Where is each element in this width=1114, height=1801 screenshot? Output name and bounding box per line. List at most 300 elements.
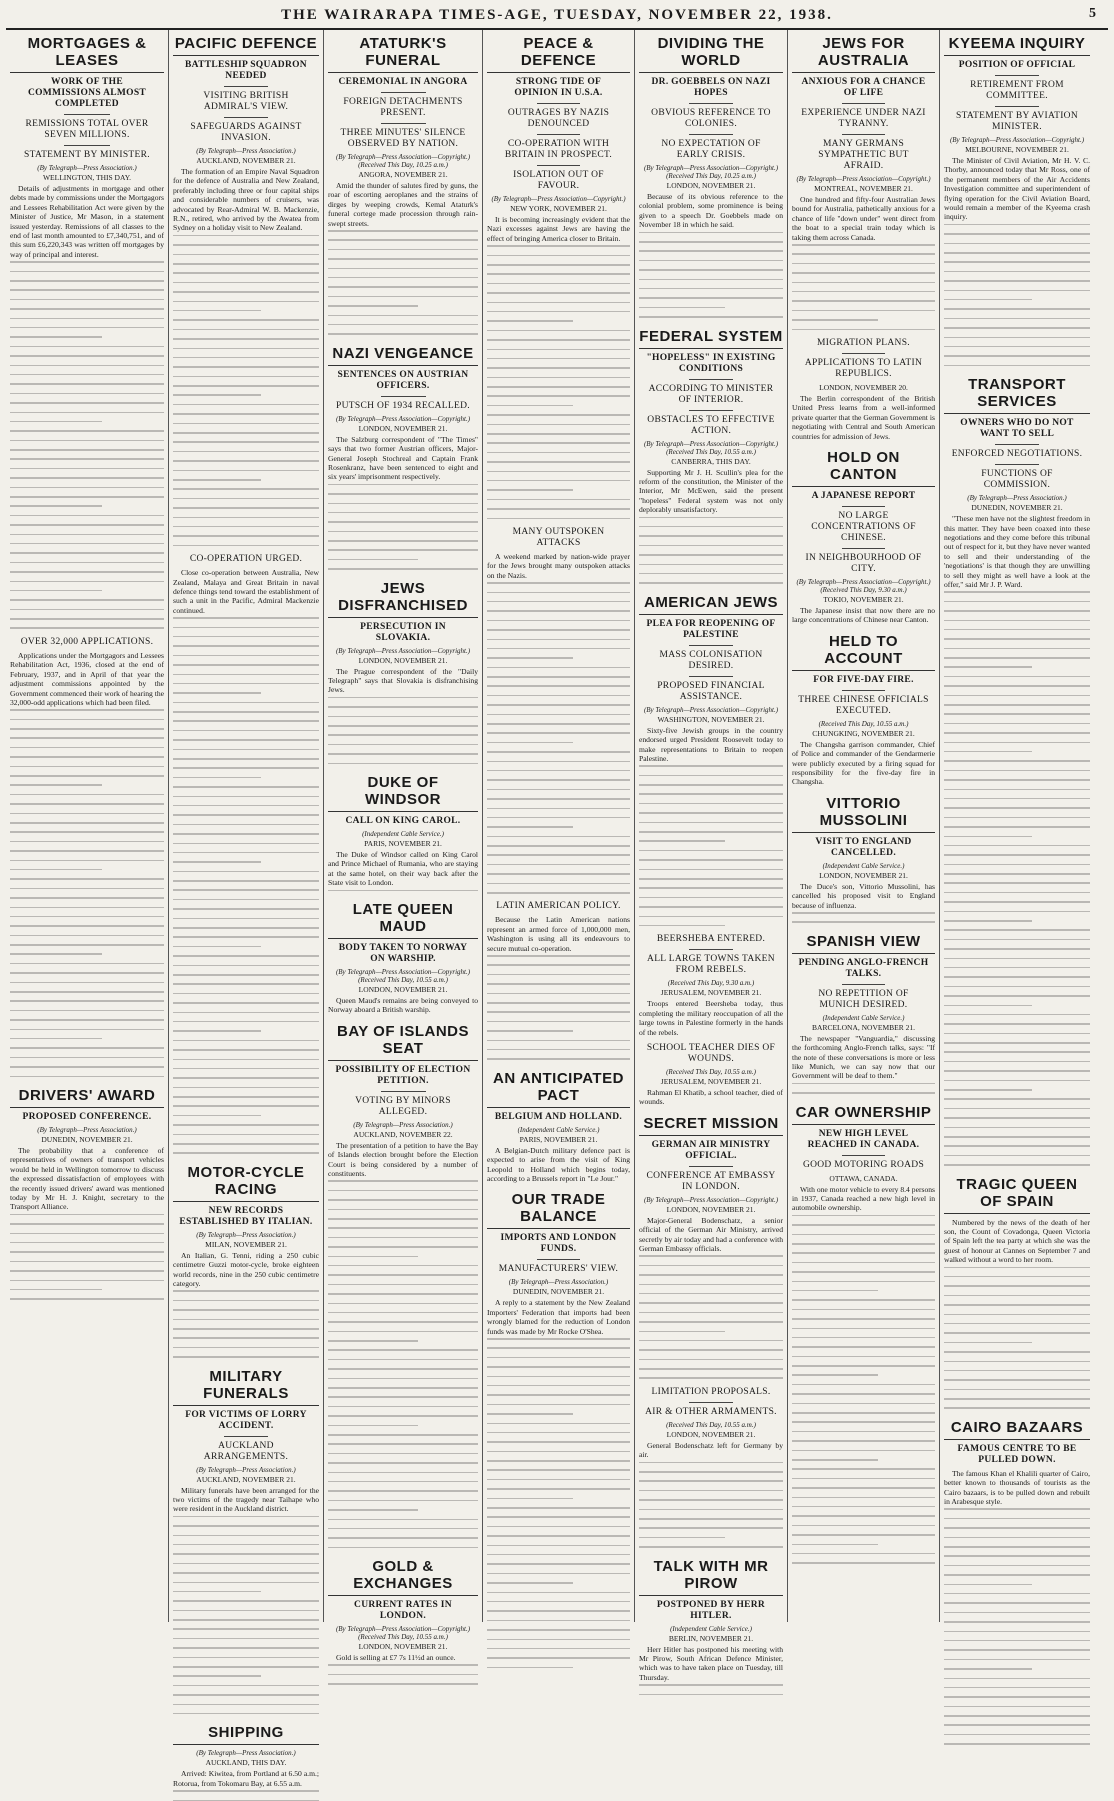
story-subhead: VISITING BRITISH ADMIRAL'S VIEW. bbox=[203, 91, 289, 112]
story-body: The Changsha garrison commander, Chief of Police and commander of the Gendarmerie were publicly executed by a firing squad for responsibility for the five-day fire in Changsha. bbox=[792, 739, 935, 787]
news-story bbox=[639, 1113, 783, 1379]
news-story bbox=[173, 33, 319, 546]
subhead-divider bbox=[537, 1259, 580, 1260]
story-headline: NAZI VENGEANCE bbox=[328, 343, 478, 366]
story-subhead: LATIN AMERICAN POLICY. bbox=[496, 901, 621, 912]
story-dateline: LONDON, NOVEMBER 21. bbox=[666, 181, 756, 190]
story-headline: KYEEMA INQUIRY bbox=[944, 33, 1090, 56]
subhead-divider bbox=[537, 134, 580, 135]
story-byline: (By Telegraph—Press Association.) bbox=[37, 164, 137, 172]
story-byline: (By Telegraph—Press Association—Copyright.) bbox=[949, 136, 1085, 144]
story-subhead: MIGRATION PLANS. bbox=[817, 337, 910, 348]
story-body: Herr Hitler has postponed his meeting with Mr Pirow, South African Defence Minister, which was to have taken place on Tuesday, till Thursday. bbox=[639, 1644, 783, 1682]
story-body: The probability that a conference of representatives of owners of transport vehicles would be held in Wellington tomorrow to discuss the expressed dissatisfaction of employees with the recently issued drivers' award was mentioned today by Mr H. J. Knight, secretary to the Transport Alliance. bbox=[10, 1145, 164, 1212]
subhead-divider bbox=[537, 103, 580, 104]
story-body: A Belgian-Dutch military defence pact is expected to arise from the visit of King Leopold to Holland which begins today, according to a Brussels report in "Le Jour." bbox=[487, 1145, 630, 1183]
story-dateline: DUNEDIN, NOVEMBER 21. bbox=[512, 1287, 605, 1297]
story-subhead: PERSECUTION IN SLOVAKIA. bbox=[360, 621, 446, 643]
story-subhead: ALL LARGE TOWNS TAKEN FROM REBELS. bbox=[647, 954, 775, 976]
story-dateline: JERUSALEM, NOVEMBER 21. bbox=[660, 988, 762, 998]
story-subhead: NO REPETITION OF MUNICH DESIRED. bbox=[818, 988, 909, 1010]
story-subhead: PROPOSED CONFERENCE. bbox=[22, 1111, 152, 1122]
story-subhead: IMPORTS AND LONDON FUNDS. bbox=[500, 1233, 617, 1255]
story-byline: (By Telegraph—Press Association—Copyright.) (Received This Day, 9.30 a.m.) bbox=[796, 577, 931, 594]
story-subhead: CO-OPERATION WITH BRITAIN IN PROSPECT. bbox=[504, 139, 613, 160]
story-body: An Italian, G. Tenni, riding a 250 cubic centimetre Guzzi motor-cycle, broke eighteen world records, nine in the 250 cubic centimetre category. bbox=[173, 1250, 319, 1289]
body-text-lines bbox=[328, 230, 478, 335]
news-story bbox=[792, 631, 935, 787]
story-dateline: LONDON, NOVEMBER 21. bbox=[358, 423, 448, 433]
story-subhead: FOR FIVE-DAY FIRE. bbox=[813, 674, 914, 685]
subhead-divider bbox=[224, 86, 268, 87]
story-body: The Prague correspondent of the "Daily Telegraph" says that Slovakia is disfranchising Jews. bbox=[328, 666, 478, 695]
story-subhead: FOREIGN DETACHMENTS PRESENT. bbox=[343, 97, 463, 118]
story-subhead: SAFEGUARDS AGAINST INVASION. bbox=[190, 122, 302, 143]
story-subhead: ANXIOUS FOR A CHANCE OF LIFE bbox=[801, 77, 926, 98]
story-body: Supporting Mr J. H. Scullin's plea for the reform of the constitution, the Minister of the Interior, Mr McEwen, said the present "hopeless" Federal system was not only deplorably unsatisfactory. bbox=[639, 467, 783, 515]
story-dateline: WASHINGTON, NOVEMBER 21. bbox=[657, 714, 765, 724]
subhead-divider bbox=[381, 396, 426, 397]
story-byline: (By Telegraph—Press Association.) bbox=[353, 1120, 453, 1129]
story-subhead: VISIT TO ENGLAND CANCELLED. bbox=[815, 836, 912, 858]
news-story bbox=[944, 33, 1090, 366]
subhead-divider bbox=[995, 444, 1039, 445]
story-subhead: PROPOSED FINANCIAL ASSISTANCE. bbox=[657, 680, 765, 702]
story-body: A reply to a statement by the New Zealand Importers' Federation that imports had been wrongly blamed for the reduction of London funds was made by Mr Rocke O'Shea. bbox=[487, 1298, 630, 1336]
story-byline: (By Telegraph—Press Association—Copyright.) bbox=[796, 175, 931, 183]
story-subhead: PUTSCH OF 1934 RECALLED. bbox=[336, 400, 470, 411]
subhead-divider bbox=[381, 1091, 426, 1092]
story-subhead: BELGIUM AND HOLLAND. bbox=[494, 1111, 623, 1122]
subhead-divider bbox=[842, 1155, 885, 1156]
story-headline: CAR OWNERSHIP bbox=[792, 1102, 935, 1125]
news-story bbox=[328, 772, 478, 891]
subhead-divider bbox=[842, 103, 885, 104]
story-headline: DIVIDING THE WORLD bbox=[639, 33, 783, 73]
news-story bbox=[639, 1556, 783, 1696]
story-subhead: CURRENT RATES IN LONDON. bbox=[354, 1600, 452, 1622]
story-subhead: DR. GOEBBELS ON NAZI HOPES bbox=[651, 77, 771, 98]
story-headline: TRANSPORT SERVICES bbox=[944, 374, 1090, 414]
columns-container bbox=[6, 30, 1108, 1788]
story-byline: (Independent Cable Service.) bbox=[362, 830, 444, 838]
story-dateline: AUCKLAND, THIS DAY. bbox=[205, 1758, 287, 1768]
story-byline: (By Telegraph—Press Association—Copyright.) bbox=[335, 646, 471, 655]
news-story bbox=[10, 1085, 164, 1300]
body-text-lines bbox=[328, 484, 478, 570]
news-story bbox=[792, 338, 935, 441]
story-subhead: OWNERS WHO DO NOT WANT TO SELL bbox=[960, 418, 1074, 440]
story-dateline: MELBOURNE, NOVEMBER 21. bbox=[965, 145, 1069, 154]
story-body: A weekend marked by nation-wide prayer for the Jews brought many outspoken attacks on the Nazis. bbox=[487, 551, 630, 580]
news-story bbox=[487, 1068, 630, 1184]
story-subhead: PENDING ANGLO-FRENCH TALKS. bbox=[798, 957, 929, 979]
story-headline: AMERICAN JEWS bbox=[639, 592, 783, 615]
story-subhead: IN NEIGHBOURHOOD OF CITY. bbox=[805, 552, 922, 574]
body-text-lines bbox=[328, 697, 478, 764]
story-subhead: MANY GERMANS SYMPATHETIC BUT AFRAID. bbox=[818, 139, 909, 171]
story-dateline: WELLINGTON, THIS DAY. bbox=[42, 173, 132, 182]
news-story bbox=[487, 527, 630, 894]
story-subhead: ACCORDING TO MINISTER OF INTERIOR. bbox=[648, 383, 774, 405]
story-subhead: VOTING BY MINORS ALLEGED. bbox=[355, 1095, 451, 1117]
story-subhead: POSITION OF OFFICIAL bbox=[958, 60, 1076, 70]
column-2 bbox=[169, 30, 324, 1788]
news-story bbox=[173, 1722, 319, 1801]
story-dateline: LONDON, NOVEMBER 21. bbox=[666, 1204, 756, 1214]
story-subhead: FAMOUS CENTRE TO BE PULLED DOWN. bbox=[957, 1443, 1077, 1465]
story-subhead: BODY TAKEN TO NORWAY ON WARSHIP. bbox=[338, 943, 468, 965]
story-body: Applications under the Mortgagors and Lessees Rehabilitation Act, 1936, closed at the end of February, 1937, and in April of that year the adjustment commissions appointed by the Government commenced their work of hearing the 32,000-odd applications which had been filed. bbox=[10, 650, 164, 707]
story-headline: AN ANTICIPATED PACT bbox=[487, 1068, 630, 1108]
story-headline: PEACE & DEFENCE bbox=[487, 33, 630, 73]
story-byline: (By Telegraph—Press Association.) bbox=[37, 1125, 137, 1134]
story-subhead: AUCKLAND ARRANGEMENTS. bbox=[203, 1440, 289, 1462]
news-story bbox=[639, 33, 783, 318]
subhead-divider bbox=[689, 645, 732, 646]
story-body: Sixty-five Jewish groups in the country endorsed urged President Roosevelt today to make representations to Britain to reopen Palestine. bbox=[639, 725, 783, 763]
story-subhead: A JAPANESE REPORT bbox=[811, 490, 916, 501]
story-subhead: POSSIBILITY OF ELECTION PETITION. bbox=[335, 1064, 471, 1086]
story-dateline: NEW YORK, NOVEMBER 21. bbox=[510, 204, 607, 213]
story-dateline: OTTAWA, CANADA. bbox=[829, 1173, 898, 1183]
story-headline: DRIVERS' AWARD bbox=[10, 1085, 164, 1108]
story-dateline: LONDON, NOVEMBER 21. bbox=[666, 1429, 756, 1439]
story-dateline: LONDON, NOVEMBER 21. bbox=[358, 655, 448, 665]
story-byline: (By Telegraph—Press Association—Copyright.) (Received This Day, 10.55 a.m.) bbox=[335, 1625, 471, 1642]
body-text-lines bbox=[328, 890, 478, 892]
story-dateline: BERLIN, NOVEMBER 21. bbox=[668, 1633, 754, 1643]
news-story bbox=[10, 637, 164, 1077]
story-subhead: MANY OUTSPOKEN ATTACKS bbox=[512, 526, 605, 548]
subhead-divider bbox=[842, 353, 885, 354]
news-story bbox=[328, 1556, 478, 1685]
body-text-lines bbox=[10, 261, 164, 629]
story-dateline: BARCELONA, NOVEMBER 21. bbox=[812, 1022, 915, 1032]
story-subhead: POSTPONED BY HERR HITLER. bbox=[656, 1599, 766, 1621]
subhead-divider bbox=[64, 145, 110, 146]
story-body: Arrived: Kiwitea, from Portland at 6.50 a.m.; Rotorua, from Tokomaru Bay, at 6.55 a.m. bbox=[173, 1769, 319, 1788]
story-byline: (Received This Day, 9.30 a.m.) bbox=[667, 979, 755, 988]
story-subhead: CONFERENCE AT EMBASSY IN LONDON. bbox=[646, 1170, 776, 1192]
body-text-lines bbox=[487, 245, 630, 519]
news-story bbox=[792, 1102, 935, 1564]
story-byline: (By Telegraph—Press Association.) bbox=[196, 147, 296, 155]
story-headline: LATE QUEEN MAUD bbox=[328, 899, 478, 939]
story-byline: (By Telegraph—Press Association.) bbox=[967, 494, 1067, 503]
story-subhead: SCHOOL TEACHER DIES OF WOUNDS. bbox=[646, 1042, 776, 1064]
story-subhead: REMISSIONS TOTAL OVER SEVEN MILLIONS. bbox=[25, 119, 149, 140]
story-subhead: FOR VICTIMS OF LORRY ACCIDENT. bbox=[185, 1409, 307, 1431]
news-story bbox=[639, 1387, 783, 1548]
body-text-lines bbox=[792, 912, 935, 923]
story-subhead: CALL ON KING CAROL. bbox=[345, 816, 461, 826]
story-dateline: LONDON, NOVEMBER 21. bbox=[358, 985, 448, 995]
subhead-divider bbox=[689, 410, 732, 411]
column-1 bbox=[6, 30, 169, 1622]
body-text-lines bbox=[328, 1180, 478, 1548]
subhead-divider bbox=[689, 103, 732, 104]
story-subhead: OBSTACLES TO EFFECTIVE ACTION. bbox=[647, 414, 775, 436]
story-body: Major-General Bodenschatz, a senior official of the German Air Ministry, arrived secretly by air today and had a conference with German Embassy officials. bbox=[639, 1215, 783, 1253]
column-3 bbox=[324, 30, 483, 1663]
story-byline: (By Telegraph—Press Association—Copyright.) bbox=[335, 414, 471, 423]
subhead-divider bbox=[995, 464, 1039, 465]
story-body: General Bodenschatz left for Germany by air. bbox=[639, 1440, 783, 1460]
story-headline: VITTORIO MUSSOLINI bbox=[792, 793, 935, 833]
story-subhead: STATEMENT BY MINISTER. bbox=[24, 150, 150, 160]
story-byline: (Independent Cable Service.) bbox=[822, 861, 905, 870]
story-body: The Salzburg correspondent of "The Times" says that two former Austrian officers, Major-General Joseph Stochreal and Captain Frank Rosenkranz, have been sentenced to eight and six years' imprisonment respectively. bbox=[328, 434, 478, 482]
story-dateline: AUCKLAND, NOVEMBER 21. bbox=[196, 1474, 296, 1484]
story-headline: CAIRO BAZAARS bbox=[944, 1417, 1090, 1440]
subhead-divider bbox=[842, 548, 885, 549]
subhead-divider bbox=[842, 506, 885, 507]
column-6 bbox=[788, 30, 940, 1622]
subhead-divider bbox=[224, 1436, 268, 1437]
masthead-title: THE WAIRARAPA TIMES-AGE, TUESDAY, NOVEMBER 22, 1938. bbox=[281, 7, 833, 23]
story-body: The Duke of Windsor called on King Carol and Prince Michael of Rumania, who are staying at the same hotel, on their way back after the State visit to London. bbox=[328, 850, 478, 888]
story-byline: (Independent Cable Service.) bbox=[822, 1013, 905, 1022]
story-dateline: MONTREAL, NOVEMBER 21. bbox=[814, 184, 913, 193]
column-7 bbox=[940, 30, 1094, 1622]
story-subhead: OUTRAGES BY NAZIS DENOUNCED bbox=[507, 108, 610, 129]
news-story bbox=[639, 326, 783, 584]
story-body: The Berlin correspondent of the British United Press learns from a well-informed private quarter that the German Government is negotiating with Central and South American countries for admission of Jews. bbox=[792, 393, 935, 441]
news-story bbox=[639, 592, 783, 927]
news-story bbox=[639, 934, 783, 1037]
body-text-lines bbox=[173, 1790, 319, 1801]
story-body: Military funerals have been arranged for the two victims of the tragedy near Taihape who were resident in the Auckland district. bbox=[173, 1485, 319, 1514]
story-subhead: GERMAN AIR MINISTRY OFFICIAL. bbox=[651, 1139, 771, 1161]
news-story bbox=[173, 554, 319, 1154]
story-headline: MOTOR-CYCLE RACING bbox=[173, 1162, 319, 1202]
story-subhead: EXPERIENCE UNDER NAZI TYRANNY. bbox=[801, 108, 926, 129]
news-story bbox=[328, 899, 478, 1015]
story-byline: (By Telegraph—Press Association—Copyright.) (Received This Day, 10.25 a.m.) bbox=[643, 164, 779, 180]
story-dateline: CANBERRA, THIS DAY. bbox=[671, 456, 751, 466]
news-story bbox=[792, 931, 935, 1094]
story-headline: GOLD & EXCHANGES bbox=[328, 1556, 478, 1596]
body-text-lines bbox=[639, 232, 783, 318]
story-headline: DUKE OF WINDSOR bbox=[328, 772, 478, 812]
story-body: Queen Maud's remains are being conveyed to Norway aboard a British warship. bbox=[328, 996, 478, 1015]
story-subhead: "HOPELESS" IN EXISTING CONDITIONS bbox=[646, 352, 776, 374]
story-subhead: NO EXPECTATION OF EARLY CRISIS. bbox=[661, 139, 761, 160]
news-story bbox=[328, 578, 478, 764]
news-story bbox=[639, 1043, 783, 1107]
story-dateline: DUNEDIN, NOVEMBER 21. bbox=[41, 1134, 133, 1144]
subhead-divider bbox=[64, 114, 110, 115]
news-story bbox=[487, 901, 630, 1059]
news-story bbox=[487, 33, 630, 519]
story-body: The presentation of a petition to have the Bay of Islands election brought before the Election Court is being considered by a number of constituents. bbox=[328, 1140, 478, 1179]
story-subhead: PLEA FOR REOPENING OF PALESTINE bbox=[646, 618, 776, 640]
subhead-divider bbox=[995, 75, 1039, 76]
story-subhead: ISOLATION OUT OF FAVOUR. bbox=[513, 170, 604, 191]
body-text-lines bbox=[639, 765, 783, 926]
story-headline: JEWS DISFRANCHISED bbox=[328, 578, 478, 618]
news-story bbox=[944, 1174, 1090, 1409]
column-4 bbox=[483, 30, 635, 1622]
story-body: Details of adjustments in mortgage and other debts made by commissions under the Mortgagors and Lessees Rehabilitation Act were given by the Minister of Justice, Mr Mason, in a statement issued yesterday. Remissions of all classes to the end of last month amounted to £7,340,751, and of this sum £6,220,343 was written off mortgages by way of principal and interest. bbox=[10, 184, 164, 259]
subhead-divider bbox=[381, 92, 426, 93]
subhead-divider bbox=[224, 117, 268, 118]
news-story bbox=[328, 33, 478, 335]
story-body: The Minister of Civil Aviation, Mr H. V. C. Thorby, announced today that Mr Ross, one of the permanent members of the Air Accidents Investigation committee and superintendent of flying operation for the Civil Aviation Board, would remain a member of the Kyeema crash inquiry. bbox=[944, 156, 1090, 222]
subhead-divider bbox=[689, 379, 732, 380]
news-story bbox=[792, 793, 935, 923]
body-text-lines bbox=[944, 224, 1090, 366]
story-byline: (By Telegraph—Press Association—Copyright.) bbox=[643, 1195, 779, 1204]
body-text-lines bbox=[487, 1338, 630, 1668]
story-byline: (By Telegraph—Press Association—Copyright.) bbox=[491, 195, 626, 203]
news-story bbox=[328, 343, 478, 570]
story-byline: (Received This Day, 10.55 a.m.) bbox=[818, 719, 909, 728]
story-dateline: AUCKLAND, NOVEMBER 22. bbox=[353, 1129, 453, 1139]
story-dateline: LONDON, NOVEMBER 21. bbox=[819, 870, 908, 880]
story-subhead: LIMITATION PROPOSALS. bbox=[651, 1386, 771, 1397]
story-subhead: NEW HIGH LEVEL REACHED IN CANADA. bbox=[807, 1128, 920, 1150]
story-byline: (By Telegraph—Press Association.) bbox=[196, 1230, 296, 1239]
story-subhead: SENTENCES ON AUSTRIAN OFFICERS. bbox=[337, 369, 469, 391]
story-headline: SECRET MISSION bbox=[639, 1113, 783, 1136]
subhead-divider bbox=[842, 984, 885, 985]
story-byline: (By Telegraph—Press Association.) bbox=[196, 1749, 296, 1758]
story-headline: ATATURK'S FUNERAL bbox=[328, 33, 478, 73]
story-subhead: BATTLESHIP SQUADRON NEEDED bbox=[185, 60, 307, 81]
news-story bbox=[328, 1021, 478, 1548]
body-text-lines bbox=[10, 1214, 164, 1300]
story-body: Because of its obvious reference to the colonial problem, some prominence is being given to a speech Dr. Goebbels made on November 18 in which he said. bbox=[639, 192, 783, 230]
story-byline: (By Telegraph—Press Association—Copyright.) (Received This Day, 10.55 a.m.) bbox=[335, 968, 471, 985]
story-subhead: NO LARGE CONCENTRATIONS OF CHINESE. bbox=[811, 510, 916, 543]
subhead-divider bbox=[689, 676, 732, 677]
body-text-lines bbox=[639, 1684, 783, 1695]
story-dateline: LONDON, NOVEMBER 21. bbox=[358, 1642, 448, 1652]
story-body: Rahman El Khatib, a school teacher, died of wounds. bbox=[639, 1087, 783, 1107]
story-headline: TRAGIC QUEEN OF SPAIN bbox=[944, 1174, 1090, 1214]
story-dateline: AUCKLAND, NOVEMBER 21. bbox=[196, 156, 296, 165]
story-byline: (By Telegraph—Press Association.) bbox=[508, 1278, 609, 1287]
story-dateline: PARIS, NOVEMBER 21. bbox=[364, 839, 442, 848]
story-body: It is becoming increasingly evident that the Nazi excesses against Jews are having the effect of bringing America closer to Britain. bbox=[487, 215, 630, 243]
story-subhead: MASS COLONISATION DESIRED. bbox=[659, 649, 763, 671]
story-subhead: BEERSHEBA ENTERED. bbox=[656, 934, 766, 945]
story-headline: BAY OF ISLANDS SEAT bbox=[328, 1021, 478, 1061]
story-byline: (Received This Day, 10.55 a.m.) bbox=[666, 1067, 756, 1076]
body-text-lines bbox=[173, 617, 319, 1154]
story-headline: SHIPPING bbox=[173, 1722, 319, 1745]
story-body: With one motor vehicle to every 8.4 persons in 1937, Canada reached a new high level in automobile ownership. bbox=[792, 1184, 935, 1213]
story-subhead: THREE CHINESE OFFICIALS EXECUTED. bbox=[798, 694, 929, 716]
body-text-lines bbox=[639, 1462, 783, 1548]
story-subhead: THREE MINUTES' SILENCE OBSERVED BY NATION. bbox=[340, 128, 466, 149]
story-headline: HELD TO ACCOUNT bbox=[792, 631, 935, 671]
story-body: One hundred and fifty-four Australian Jews bound for Australia, pathetically anxious for a chance of life "down under" went direct from the boat to a special train today which is taking them across Canada. bbox=[792, 195, 935, 242]
body-text-lines bbox=[639, 1255, 783, 1379]
story-subhead: STATEMENT BY AVIATION MINISTER. bbox=[955, 111, 1078, 132]
story-subhead: GOOD MOTORING ROADS bbox=[802, 1159, 925, 1170]
story-byline: (By Telegraph—Press Association—Copyright.) (Received This Day, 10.25 a.m.) bbox=[335, 153, 471, 169]
story-subhead: STRONG TIDE OF OPINION IN U.S.A. bbox=[514, 77, 603, 98]
body-text-lines bbox=[328, 1664, 478, 1684]
story-dateline: MILAN, NOVEMBER 21. bbox=[205, 1239, 287, 1249]
masthead bbox=[6, 4, 1108, 26]
story-body: The formation of an Empire Naval Squadron for the defence of Australia and New Zealand, preferably including three or four capital ships and considerable numbers of cruisers, was advocated by Rear-Admiral W. B. Mackenzie, R.N., retired, who arrived by the Awatea from Sydney on a holiday visit to New Zealand. bbox=[173, 167, 319, 233]
story-dateline: DUNEDIN, NOVEMBER 21. bbox=[971, 503, 1063, 513]
subhead-divider bbox=[537, 165, 580, 166]
subhead-divider bbox=[842, 690, 885, 691]
story-subhead: CO-OPERATION URGED. bbox=[189, 554, 303, 565]
subhead-divider bbox=[995, 106, 1039, 107]
body-text-lines bbox=[944, 591, 1090, 1165]
story-body: Because the Latin American nations represent an armed force of 1,000,000 men, Washington is using all its endeavours to secure mutual co-operation. bbox=[487, 915, 630, 953]
news-story bbox=[792, 447, 935, 625]
story-subhead: RETIREMENT FROM COMMITTEE. bbox=[970, 80, 1064, 101]
story-subhead: MANUFACTURERS' VIEW. bbox=[498, 1264, 619, 1275]
story-body: The newspaper "Vanguardia," discussing the forthcoming Anglo-French talks, says: "If the note of these conversations is more or less like Munich, we can say now that our Government will be deaf to them." bbox=[792, 1033, 935, 1081]
body-text-lines bbox=[944, 1267, 1090, 1409]
column-5 bbox=[635, 30, 788, 1682]
story-subhead: WORK OF THE COMMISSIONS ALMOST COMPLETED bbox=[27, 77, 147, 109]
body-text-lines bbox=[10, 709, 164, 1077]
story-body: The Japanese insist that now there are no large concentrations of Chinese near Canton. bbox=[792, 605, 935, 625]
story-body: Gold is selling at £7 7s 11½d an ounce. bbox=[336, 1653, 456, 1663]
story-body: Amid the thunder of salutes fired by guns, the roar of escorting aeroplanes and the strains of dirges by weeping crowds, Kemal Ataturk's funeral cortege made procession through rain-swept streets. bbox=[328, 181, 478, 228]
body-text-lines bbox=[944, 1508, 1090, 1744]
story-headline: FEDERAL SYSTEM bbox=[639, 326, 783, 349]
story-byline: (By Telegraph—Press Association—Copyright.) (Received This Day, 10.55 a.m.) bbox=[643, 439, 779, 456]
story-headline: MILITARY FUNERALS bbox=[173, 1366, 319, 1406]
news-story bbox=[173, 1366, 319, 1715]
story-subhead: OVER 32,000 APPLICATIONS. bbox=[20, 636, 154, 647]
subhead-divider bbox=[689, 1166, 732, 1167]
story-dateline: ANGORA, NOVEMBER 21. bbox=[358, 170, 448, 179]
body-text-lines bbox=[639, 517, 783, 584]
body-text-lines bbox=[792, 244, 935, 330]
story-subhead: CEREMONIAL IN ANGORA bbox=[338, 77, 468, 87]
story-subhead: ENFORCED NEGOTIATIONS. bbox=[951, 449, 1083, 460]
news-story bbox=[487, 1189, 630, 1668]
story-dateline: LONDON, NOVEMBER 20. bbox=[819, 382, 908, 392]
story-body: The famous Khan el Khalili quarter of Cairo, better known to thousands of tourists as the Cairo bazaars, is to be pulled down and rebuilt in Arabesque style. bbox=[944, 1468, 1090, 1507]
story-dateline: CHUNGKING, NOVEMBER 21. bbox=[812, 728, 915, 738]
story-subhead: FUNCTIONS OF COMMISSION. bbox=[981, 469, 1053, 491]
news-story bbox=[10, 33, 164, 629]
subhead-divider bbox=[842, 134, 885, 135]
story-headline: SPANISH VIEW bbox=[792, 931, 935, 954]
story-subhead: OBVIOUS REFERENCE TO COLONIES. bbox=[651, 108, 771, 129]
body-text-lines bbox=[487, 955, 630, 1060]
subhead-divider bbox=[381, 123, 426, 124]
body-text-lines bbox=[173, 1516, 319, 1715]
story-body: "These men have not the slightest freedom in this matter. They have been coaxed into these negotiations and they come before this tribunal out of respect for it, but they have never wanted to sell and their understanding of the 'negotiations' is that though they are unwilling to sell they might as well have a look at the offer," said Mr J. P. Ward. bbox=[944, 514, 1090, 589]
story-subhead: AIR & OTHER ARMAMENTS. bbox=[645, 1406, 777, 1417]
story-byline: (Independent Cable Service.) bbox=[517, 1125, 600, 1134]
body-text-lines bbox=[173, 235, 319, 546]
page-number: 5 bbox=[1089, 6, 1096, 21]
story-headline: PACIFIC DEFENCE bbox=[173, 33, 319, 56]
body-text-lines bbox=[792, 1083, 935, 1094]
news-story bbox=[792, 33, 935, 330]
story-dateline: PARIS, NOVEMBER 21. bbox=[519, 1134, 598, 1144]
story-dateline: JERUSALEM, NOVEMBER 21. bbox=[660, 1076, 762, 1086]
story-subhead: APPLICATIONS TO LATIN REPUBLICS. bbox=[804, 357, 923, 379]
body-text-lines bbox=[173, 1290, 319, 1357]
story-body: Close co-operation between Australia, New Zealand, Malaya and Great Britain in naval defence things tend toward the establishment of such a unit in the Pacific, Admiral Mackenzie continued. bbox=[173, 568, 319, 615]
news-story bbox=[944, 1417, 1090, 1745]
